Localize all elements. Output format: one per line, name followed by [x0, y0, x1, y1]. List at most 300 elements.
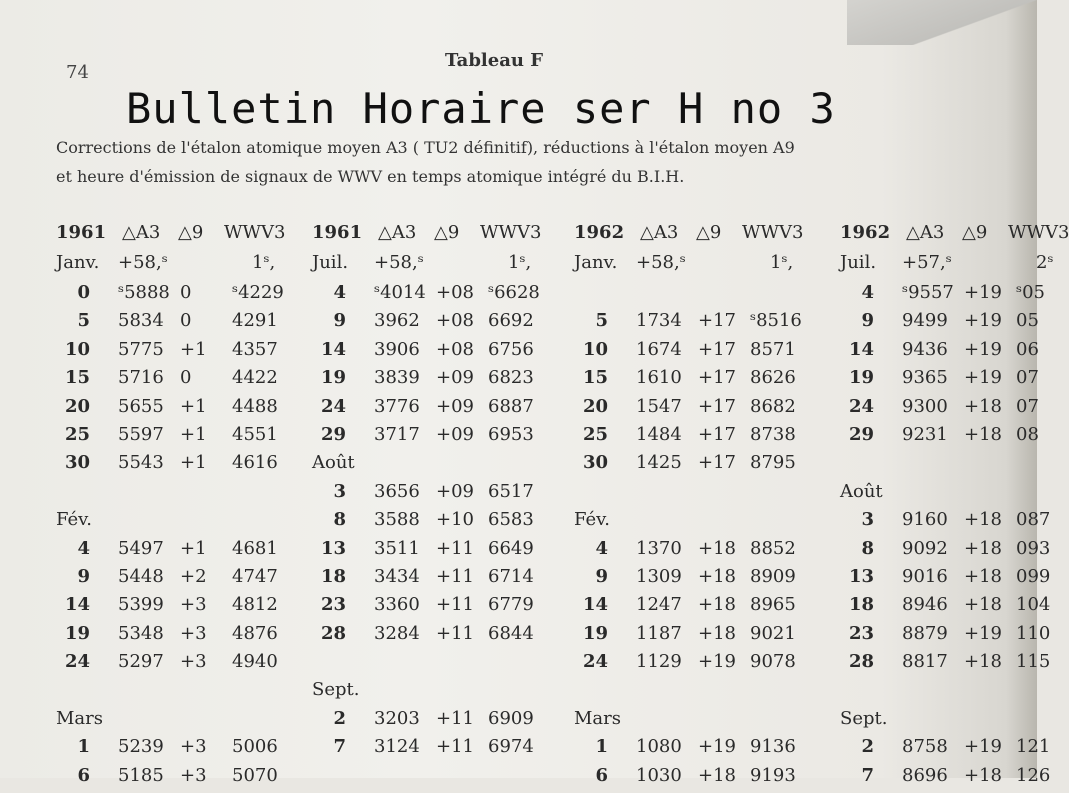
wwv-cell: 4812 [232, 594, 278, 616]
a3-cell: 3839 [374, 367, 420, 389]
a9-cell: +19 [964, 310, 1002, 332]
start-month: Janv. [56, 252, 100, 273]
a3-cell: 5716 [118, 367, 164, 389]
header-a3: △A3 [906, 222, 945, 243]
day-cell: 8 [861, 537, 874, 559]
table-row [312, 538, 562, 566]
day-cell: 9 [333, 310, 346, 332]
table-row [312, 736, 562, 764]
column-year: 1962 [574, 222, 625, 243]
day-cell: 6 [77, 764, 90, 786]
wwv-cell: 4422 [232, 367, 278, 389]
a3-cell: 1129 [636, 651, 682, 673]
day-cell: 30 [64, 452, 90, 474]
wwv-cell: 6583 [488, 509, 534, 531]
day-cell: 20 [64, 395, 90, 417]
column-year: 1961 [312, 222, 363, 243]
header-a9: △9 [696, 222, 722, 243]
day-cell: 1 [77, 736, 90, 758]
wwv-cell: 4681 [232, 537, 278, 559]
a3-cell: 1610 [636, 367, 682, 389]
wwv-cell: 6714 [488, 565, 534, 587]
wwv-cell: 104 [1016, 594, 1051, 616]
day-cell: 19 [582, 622, 608, 644]
wwv-cell: 115 [1016, 651, 1051, 673]
a9-cell: +17 [698, 367, 736, 389]
spacer-row [312, 651, 562, 679]
day-cell: 25 [64, 423, 90, 445]
day-cell: 1 [595, 736, 608, 758]
column-year: 1962 [840, 222, 891, 243]
table-row [840, 651, 1051, 679]
table-row [840, 565, 1051, 594]
a9-cell: +1 [180, 423, 207, 445]
table-row [312, 310, 562, 338]
table-row [574, 396, 824, 424]
description-line-2: et heure d'émission de signaux de WWV en temps atomique intégré du B.I.H. [56, 167, 685, 186]
a9-cell: +17 [698, 423, 736, 445]
wwv-cell: ˢ4229 [232, 282, 284, 303]
day-cell: 14 [848, 338, 874, 360]
a9-cell: 0 [180, 282, 192, 303]
a3-cell: 5239 [118, 736, 164, 758]
a3-cell: 1425 [636, 452, 682, 474]
day-cell: 18 [320, 565, 346, 587]
month-label: Sept. [312, 679, 360, 701]
header-wwv: WWV3 [224, 222, 286, 243]
day-cell: 29 [320, 423, 346, 445]
a9-cell: +1 [180, 338, 207, 360]
a3-cell: 5297 [118, 651, 164, 673]
day-cell: 19 [848, 367, 874, 389]
spacer-row [56, 481, 306, 509]
adjacent-page-edge [1017, 130, 1037, 690]
a3-cell: 1734 [636, 310, 682, 332]
a3-cell: 1030 [636, 764, 682, 786]
a9-cell: +18 [964, 594, 1002, 616]
month-label: Août [840, 480, 883, 502]
day-cell: 28 [848, 651, 874, 673]
wwv-cell: 5006 [232, 736, 278, 758]
a9-cell: +17 [698, 310, 736, 332]
a3-cell: 3203 [374, 707, 420, 729]
day-cell: 13 [848, 565, 874, 587]
wwv-cell: 9078 [750, 651, 796, 673]
a3-cell: 8817 [902, 651, 948, 673]
table-row [574, 367, 824, 395]
wwv-cell: 9193 [750, 764, 796, 786]
a9-cell: +18 [964, 565, 1002, 587]
table-row [574, 594, 824, 622]
table-row [56, 424, 306, 452]
table-row [312, 623, 562, 651]
month-label: Fév. [56, 509, 92, 531]
wwv-cell: 8965 [750, 594, 796, 616]
bulletin-title: Bulletin Horaire ser H no 3 [126, 84, 836, 133]
wwv-cell: 4940 [232, 651, 278, 673]
day-cell: 23 [320, 594, 346, 616]
column-subheader [312, 252, 562, 282]
wwv-cell: 8738 [750, 423, 796, 445]
table-column-1 [56, 222, 306, 793]
a9-cell: 0 [180, 310, 192, 332]
month-label: Mars [56, 707, 104, 729]
column-year: 1961 [56, 222, 107, 243]
base-a3: +58,ˢ [636, 252, 686, 273]
day-cell: 14 [582, 594, 608, 616]
wwv-cell: 4357 [232, 338, 278, 360]
a9-cell: +11 [436, 736, 474, 758]
table-row [312, 282, 562, 310]
a9-cell: +10 [436, 509, 474, 531]
month-label-row [56, 509, 306, 537]
month-label: Août [312, 452, 355, 474]
a3-cell: 9092 [902, 537, 948, 559]
table-row [840, 367, 1039, 395]
table-title: Tableau F [445, 50, 544, 71]
day-cell: 30 [582, 452, 608, 474]
a9-cell: +17 [698, 338, 736, 360]
a9-cell: +19 [698, 736, 736, 758]
a9-cell: +3 [180, 764, 207, 786]
column-header [574, 222, 824, 252]
wwv-cell: 110 [1016, 622, 1051, 644]
table-row [840, 736, 1051, 764]
a9-cell: +18 [698, 565, 736, 587]
a3-cell: 3511 [374, 537, 420, 559]
spacer-row [574, 282, 824, 310]
day-cell: 28 [320, 622, 346, 644]
day-cell: 7 [333, 736, 346, 758]
wwv-cell: 6649 [488, 537, 534, 559]
a3-cell: 3906 [374, 338, 420, 360]
base-wwv: 1ˢ, [770, 252, 794, 273]
table-column-3 [574, 222, 824, 793]
wwv-cell: ˢ6628 [488, 282, 540, 303]
a3-cell: 9160 [902, 509, 948, 531]
day-cell: 29 [848, 423, 874, 445]
base-a3: +58,ˢ [118, 252, 168, 273]
a3-cell: 1674 [636, 338, 682, 360]
a3-cell: 8946 [902, 594, 948, 616]
a9-cell: +1 [180, 537, 207, 559]
a3-cell: 3776 [374, 395, 420, 417]
a9-cell: +19 [964, 622, 1002, 644]
day-cell: 23 [848, 622, 874, 644]
a3-cell: 3360 [374, 594, 420, 616]
month-label: Mars [574, 707, 622, 729]
a3-cell: 3588 [374, 509, 420, 531]
day-cell: 15 [582, 367, 608, 389]
base-a3: +57,ˢ [902, 252, 952, 273]
header-a3: △A3 [640, 222, 679, 243]
spacer-row [574, 679, 824, 707]
wwv-cell: 126 [1016, 764, 1051, 786]
day-cell: 19 [64, 622, 90, 644]
table-row [56, 765, 306, 793]
a3-cell: ˢ4014 [374, 282, 426, 303]
spacer-row [574, 481, 824, 509]
a9-cell: +11 [436, 537, 474, 559]
table-row [56, 651, 306, 679]
description-line-1: Corrections de l'étalon atomique moyen A3 ( TU2 définitif), réductions à l'étalon moyen A9 [56, 138, 795, 157]
day-cell: 9 [595, 565, 608, 587]
a3-cell: 5597 [118, 423, 164, 445]
header-a9: △9 [962, 222, 988, 243]
table-row [574, 623, 824, 651]
wwv-cell: 8682 [750, 395, 796, 417]
column-subheader [56, 252, 306, 282]
column-subheader [574, 252, 824, 282]
spacer-row [840, 679, 1030, 707]
wwv-cell: 4291 [232, 310, 278, 332]
a9-cell: +19 [964, 282, 1002, 303]
table-row [56, 282, 306, 310]
spacer-row [840, 452, 1030, 480]
wwv-cell: 6844 [488, 622, 534, 644]
month-label-row [840, 708, 1030, 736]
a3-cell: 9499 [902, 310, 948, 332]
column-header [840, 222, 1069, 252]
table-row [56, 310, 306, 338]
a3-cell: 8696 [902, 764, 948, 786]
table-row [56, 538, 306, 566]
wwv-cell: 5070 [232, 764, 278, 786]
month-label: Sept. [840, 707, 888, 729]
a9-cell: +17 [698, 452, 736, 474]
a3-cell: 1484 [636, 423, 682, 445]
month-label: Fév. [574, 509, 610, 531]
a9-cell: +3 [180, 622, 207, 644]
wwv-cell: 099 [1016, 565, 1051, 587]
header-a3: △A3 [378, 222, 417, 243]
table-row [574, 424, 824, 452]
table-row [840, 282, 1045, 310]
a9-cell: +08 [436, 310, 474, 332]
wwv-cell: 6756 [488, 338, 534, 360]
a3-cell: 9231 [902, 423, 948, 445]
a9-cell: +11 [436, 565, 474, 587]
table-row [56, 339, 306, 367]
wwv-cell: 05 [1016, 310, 1039, 332]
table-row [312, 594, 562, 622]
a3-cell: 1309 [636, 565, 682, 587]
table-row [312, 708, 562, 736]
a3-cell: 5348 [118, 622, 164, 644]
a9-cell: +18 [698, 622, 736, 644]
day-cell: 19 [320, 367, 346, 389]
table-row [840, 338, 1039, 367]
a3-cell: 1187 [636, 622, 682, 644]
header-wwv: WWV3 [742, 222, 804, 243]
day-cell: 6 [595, 764, 608, 786]
a9-cell: +18 [698, 594, 736, 616]
a3-cell: 5775 [118, 338, 164, 360]
wwv-cell: 4876 [232, 622, 278, 644]
a3-cell: 1080 [636, 736, 682, 758]
column-subheader [840, 252, 1054, 282]
table-column-2 [312, 222, 562, 765]
table-row [840, 764, 1051, 793]
wwv-cell: 121 [1016, 736, 1051, 758]
day-cell: 9 [861, 310, 874, 332]
wwv-cell: 6779 [488, 594, 534, 616]
a3-cell: 5543 [118, 452, 164, 474]
table-row [840, 537, 1051, 566]
a3-cell: 1370 [636, 537, 682, 559]
a3-cell: 8879 [902, 622, 948, 644]
a9-cell: +18 [964, 764, 1002, 786]
a3-cell: 3284 [374, 622, 420, 644]
month-label-row [56, 708, 306, 736]
a3-cell: 1547 [636, 395, 682, 417]
a9-cell: +3 [180, 736, 207, 758]
day-cell: 24 [848, 395, 874, 417]
wwv-cell: 8852 [750, 537, 796, 559]
table-row [56, 623, 306, 651]
day-cell: 20 [582, 395, 608, 417]
base-wwv: 1ˢ, [508, 252, 532, 273]
a9-cell: +18 [964, 395, 1002, 417]
base-wwv: 2ˢ [1036, 252, 1054, 273]
table-row [312, 367, 562, 395]
a3-cell: 8758 [902, 736, 948, 758]
wwv-cell: 8626 [750, 367, 796, 389]
a9-cell: +17 [698, 395, 736, 417]
wwv-cell: 6517 [488, 480, 534, 502]
a3-cell: 9436 [902, 338, 948, 360]
a3-cell: 9365 [902, 367, 948, 389]
wwv-cell: 8795 [750, 452, 796, 474]
day-cell: 14 [320, 338, 346, 360]
a9-cell: +19 [698, 651, 736, 673]
day-cell: 8 [333, 509, 346, 531]
day-cell: 9 [77, 565, 90, 587]
a3-cell: 5185 [118, 764, 164, 786]
a9-cell: +19 [964, 736, 1002, 758]
table-row [312, 481, 562, 509]
a9-cell: +18 [698, 764, 736, 786]
day-cell: 0 [77, 282, 90, 303]
wwv-cell: 4551 [232, 423, 278, 445]
wwv-cell: 087 [1016, 509, 1051, 531]
a9-cell: +09 [436, 423, 474, 445]
base-wwv: 1ˢ, [252, 252, 276, 273]
table-row [56, 736, 306, 764]
month-label-row [312, 679, 562, 707]
table-row [56, 396, 306, 424]
wwv-cell: 6974 [488, 736, 534, 758]
day-cell: 5 [77, 310, 90, 332]
table-row [840, 423, 1039, 452]
page-fold-corner [847, 0, 1037, 45]
day-cell: 18 [848, 594, 874, 616]
wwv-cell: 08 [1016, 423, 1039, 445]
day-cell: 24 [64, 651, 90, 673]
a3-cell: 3962 [374, 310, 420, 332]
a3-cell: 1247 [636, 594, 682, 616]
a9-cell: +1 [180, 452, 207, 474]
a9-cell: +11 [436, 594, 474, 616]
table-row [574, 566, 824, 594]
day-cell: 14 [64, 594, 90, 616]
header-a9: △9 [178, 222, 204, 243]
a9-cell: +09 [436, 367, 474, 389]
table-row [56, 594, 306, 622]
table-row [840, 622, 1051, 651]
table-row [574, 310, 824, 338]
wwv-cell: 9021 [750, 622, 796, 644]
a3-cell: ˢ9557 [902, 282, 954, 303]
table-row [312, 566, 562, 594]
day-cell: 7 [861, 764, 874, 786]
a9-cell: +08 [436, 282, 474, 303]
day-cell: 13 [320, 537, 346, 559]
a9-cell: +18 [964, 423, 1002, 445]
a3-cell: 9300 [902, 395, 948, 417]
table-row [574, 452, 824, 480]
header-a9: △9 [434, 222, 460, 243]
day-cell: 3 [333, 480, 346, 502]
month-label-row [574, 509, 824, 537]
wwv-cell: 093 [1016, 537, 1051, 559]
base-a3: +58,ˢ [374, 252, 424, 273]
start-month: Janv. [574, 252, 618, 273]
day-cell: 10 [582, 338, 608, 360]
a9-cell: +18 [698, 537, 736, 559]
a9-cell: +18 [964, 509, 1002, 531]
wwv-cell: 6692 [488, 310, 534, 332]
a9-cell: +18 [964, 651, 1002, 673]
day-cell: 5 [595, 310, 608, 332]
day-cell: 2 [861, 736, 874, 758]
day-cell: 25 [582, 423, 608, 445]
table-row [574, 651, 824, 679]
column-header [312, 222, 562, 252]
spacer-row [56, 679, 306, 707]
header-a3: △A3 [122, 222, 161, 243]
a3-cell: 3717 [374, 423, 420, 445]
wwv-cell: 8571 [750, 338, 796, 360]
wwv-cell: 4747 [232, 565, 278, 587]
a9-cell: +09 [436, 395, 474, 417]
wwv-cell: 06 [1016, 338, 1039, 360]
a9-cell: 0 [180, 367, 192, 389]
a3-cell: 9016 [902, 565, 948, 587]
a3-cell: 3124 [374, 736, 420, 758]
start-month: Juil. [840, 252, 877, 273]
table-row [312, 396, 562, 424]
table-row [574, 736, 824, 764]
a9-cell: +2 [180, 565, 207, 587]
start-month: Juil. [312, 252, 349, 273]
month-label-row [840, 481, 1030, 509]
table-row [312, 509, 562, 537]
table-row [840, 594, 1051, 622]
table-row [56, 367, 306, 395]
table-row [840, 395, 1039, 424]
table-row [574, 765, 824, 793]
month-label-row [574, 708, 824, 736]
table-row [56, 452, 306, 480]
table-row [840, 509, 1051, 537]
a3-cell: 5448 [118, 565, 164, 587]
a3-cell: 3434 [374, 565, 420, 587]
a3-cell: 5399 [118, 594, 164, 616]
day-cell: 24 [582, 651, 608, 673]
a3-cell: 3656 [374, 480, 420, 502]
a3-cell: 5655 [118, 395, 164, 417]
